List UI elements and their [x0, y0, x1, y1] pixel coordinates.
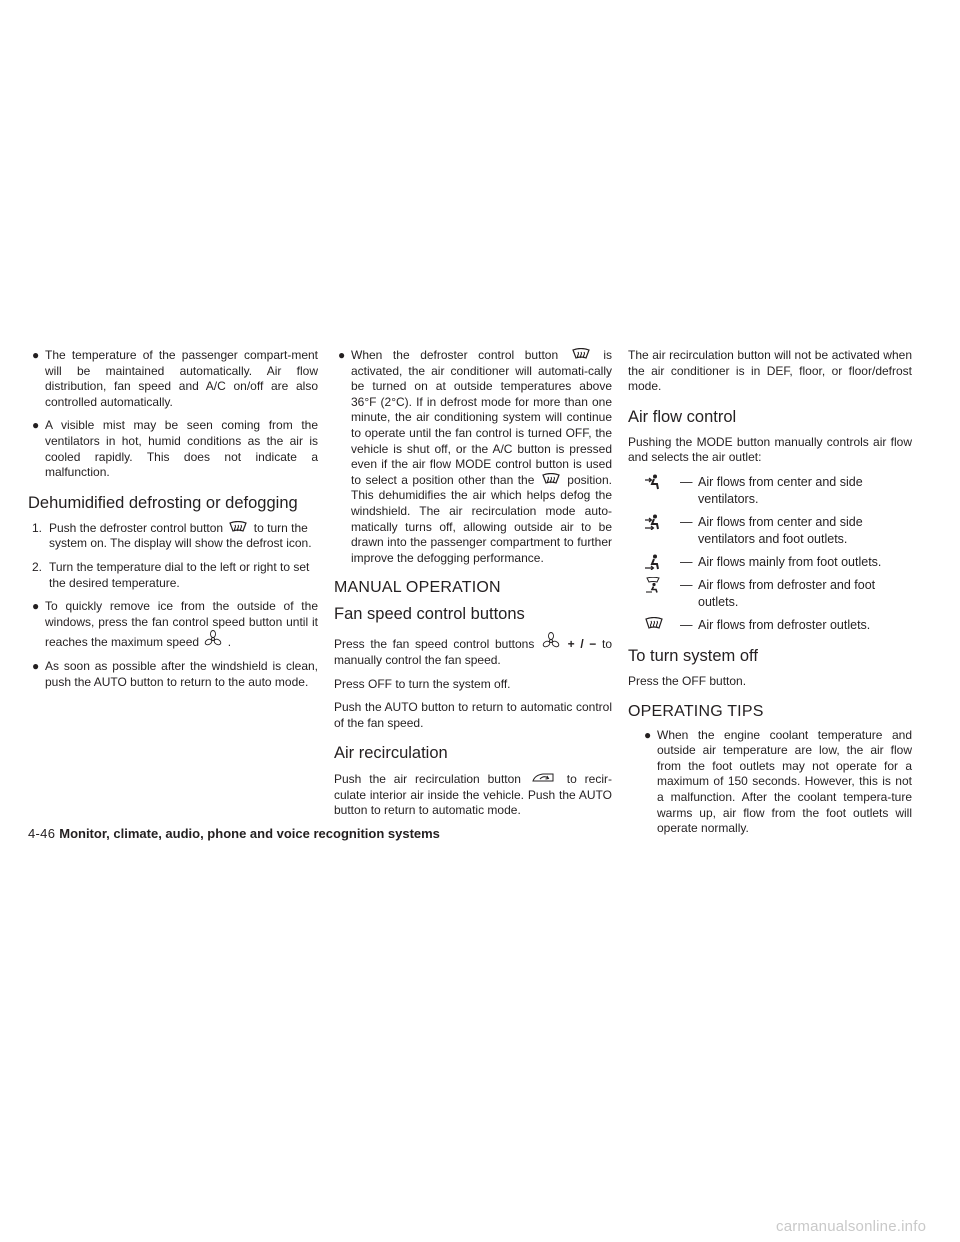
bullet-dot: ●: [338, 348, 346, 362]
para-mode-button: Pushing the MODE button manually controls air flow and selects the air outlet:: [628, 434, 912, 465]
bullet-passenger-temp: [28, 348, 318, 410]
bullet-text: As soon as possible after the windshield is clean, push the AUTO button to return to the auto mode.: [45, 658, 318, 689]
step-text-cont: to turn the system on. The display will show the defrost icon.: [49, 520, 312, 551]
flow-text: Air flows from center and side ventilators and foot outlets.: [698, 514, 863, 546]
para-text: Push the air recirculation button: [334, 772, 521, 787]
flow-dash: —: [680, 554, 693, 569]
heading-turn-off: To turn system off: [628, 646, 758, 665]
flow-item-foot: [628, 554, 912, 571]
bullet-text-cont: is activated, the air conditioner will automati-cally be turned on at outside temperatures above 36°F (2°C). If in defrost mode for more than one minute, the air conditioning system will continue to operate until the fan control is turned OFF, the vehicle is shut off, or the A/C button is pressed even if the air flow MODE control button is used to select a position other than the: [351, 348, 612, 487]
para-recirc-not-activated: The air recirculation button will not be activated when the air conditioner is in DEF, floor, or floor/defrost mode.: [628, 348, 912, 394]
watermark: carmanualsonline.info: [776, 1218, 927, 1235]
fan-icon: [542, 632, 560, 650]
para-off: Press OFF to turn the system off.: [334, 676, 511, 691]
bullet-dot: ●: [32, 599, 40, 614]
flow-text: Air flows from defroster outlets.: [698, 617, 871, 632]
para-text: Press the fan speed control buttons: [334, 637, 535, 652]
flow-item-defrost: [628, 617, 912, 634]
defroster-icon: [541, 473, 561, 486]
heading-air-flow-control: Air flow control: [628, 407, 737, 426]
step-text: Turn the temperature dial to the left or right to set the desired temperature.: [49, 559, 310, 590]
defroster-icon: [228, 521, 248, 534]
flow-text: Air flows from defroster and foot outlets.: [698, 577, 876, 609]
flow-dash: —: [680, 617, 693, 632]
flow-item-face: [628, 474, 912, 508]
bullet-dot: ●: [32, 418, 40, 433]
bullet-visible-mist: [28, 418, 318, 480]
column-right: [628, 348, 912, 845]
heading-air-recirculation: Air recirculation: [334, 744, 448, 763]
para-recirculation: [334, 771, 612, 819]
flow-dash: —: [680, 474, 693, 489]
para-press-off: Press the OFF button.: [628, 673, 747, 688]
bullet-defroster-activated: [334, 348, 612, 566]
para-fan-speed: [334, 632, 612, 668]
page-footer: [28, 826, 440, 841]
heading-manual-operation: MANUAL OPERATION: [334, 579, 501, 597]
step-number: 1.: [32, 520, 43, 535]
heading-operating-tips: OPERATING TIPS: [628, 702, 764, 720]
bullet-dot: ●: [32, 658, 40, 673]
para-auto: Push the AUTO button to return to automatic control of the fan speed.: [334, 700, 612, 730]
fan-icon: [204, 630, 222, 648]
flow-text: Air flows from center and side ventilators.: [698, 474, 863, 506]
plus-minus-label: + / −: [567, 637, 597, 652]
bullet-text-end: position. This dehumidifies the air which helps defog the windshield. The air recirculation mode auto-matically turns off, allowing outside air to be drawn into the passenger compartment to further improve the defogging performance.: [351, 472, 612, 565]
column-middle: [334, 348, 612, 827]
recirculation-icon: [531, 771, 557, 785]
bullet-remove-ice: [28, 599, 318, 651]
vent-defrost-foot-icon: [644, 577, 662, 593]
bullet-coolant-tip: [640, 728, 912, 837]
defroster-icon: [644, 617, 664, 631]
chapter-title: Monitor, climate, audio, phone and voice recognition systems: [59, 826, 440, 841]
heading-dehumidified: Dehumidified defrosting or defogging: [28, 493, 298, 512]
defroster-icon: [571, 348, 591, 361]
vent-foot-icon: [644, 554, 662, 570]
para-text-end: to recir-culate interior air inside the vehicle. Push the AUTO button to return to automatic mode.: [334, 772, 612, 818]
step-text: Push the defroster control button: [49, 520, 224, 535]
flow-dash: —: [680, 514, 693, 529]
bullet-text: A visible mist may be seen coming from the ventilators in hot, humid conditions as the air is cooled rapidly. This does not indicate a malfunction.: [45, 418, 318, 480]
flow-dash: —: [680, 577, 693, 592]
bullet-text: To quickly remove ice from the outside of the windows, press the fan control speed button until it reaches the maximum speed: [45, 599, 318, 650]
step-number: 2.: [32, 559, 43, 574]
column-left: [28, 348, 318, 698]
flow-item-defrost-foot: [628, 577, 912, 611]
bullet-text: When the engine coolant temperature and outside air temperature are low, the air flow from the foot outlets may not operate for a maximum of 150 seconds. However, this is not a malfunction. After the coolant tempera-ture warms up, air flow from the foot outlets will operate normally.: [657, 727, 912, 836]
bullet-dot: ●: [32, 348, 40, 362]
vent-face-icon: [644, 474, 662, 490]
step-1: [32, 521, 318, 552]
para-text-end: to manually control the fan speed.: [334, 637, 612, 667]
step-2: [32, 560, 318, 591]
page-number: 4-46: [28, 826, 56, 841]
bullet-text: When the defroster control button: [351, 348, 559, 362]
bullet-text: The temperature of the passenger compart-ment will be maintained automatically. Air flow distribution, fan speed and A/C on/off are also controlled automatically.: [45, 348, 318, 409]
bullet-dot: ●: [644, 727, 652, 742]
bullet-text-end: .: [227, 635, 232, 650]
bullet-auto-mode: [28, 659, 318, 690]
flow-item-bilevel: [628, 514, 912, 548]
flow-text: Air flows mainly from foot outlets.: [698, 554, 882, 569]
vent-bilevel-icon: [644, 514, 662, 530]
heading-fan-speed: Fan speed control buttons: [334, 605, 525, 624]
